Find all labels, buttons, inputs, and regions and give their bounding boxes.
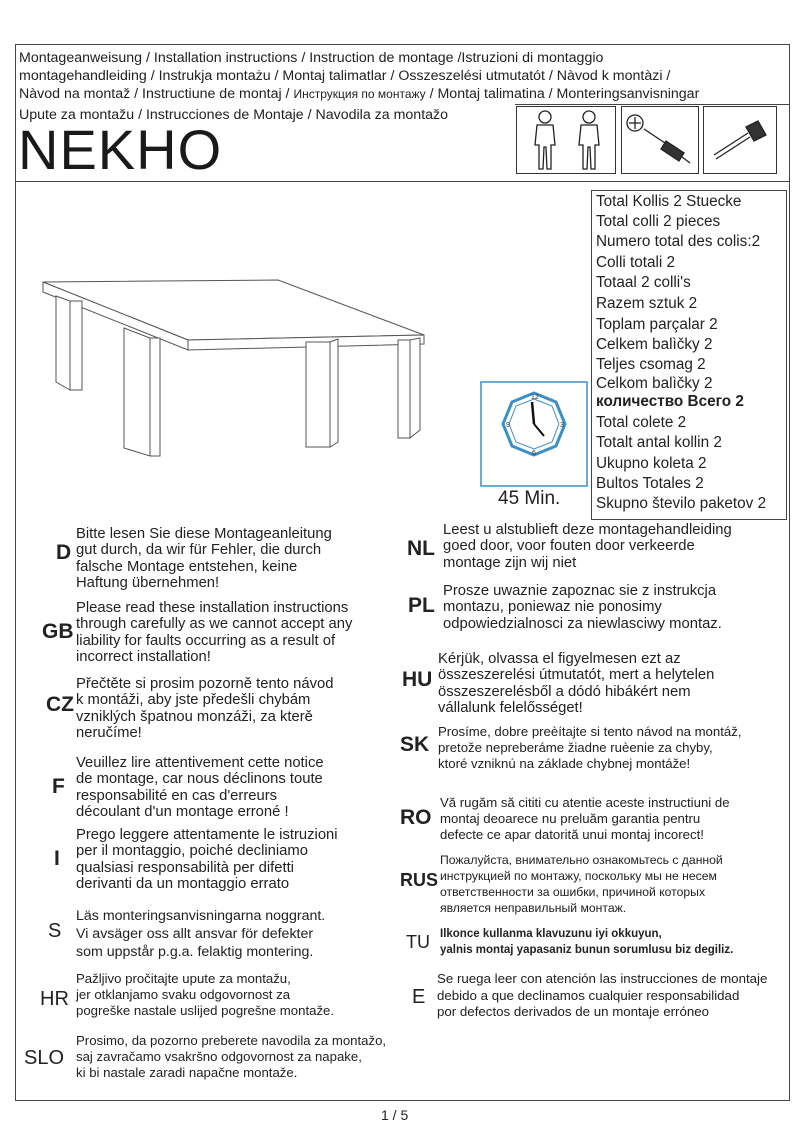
warning-line: Haftung übernehmen! [76,575,220,592]
warning-cz [76,676,333,742]
warning-line: k montáži, aby jste předešli chybám [76,692,311,709]
warning-f [76,755,324,821]
warning-line: yalnis montaj yapasaniz bunun sorumlusu biz degiliz. [440,944,734,956]
warning-line: saj zavračamo vsakršno odgovornost za napake, [76,1049,362,1064]
lang-code-sk: SK [400,733,430,756]
warning-line: ответственности за ошибки, причиной которых [440,885,706,899]
colli-line: Skupno število paketov 2 [596,495,767,512]
warning-line: through carefully as we cannot accept any [76,616,353,633]
colli-line: Razem sztuk 2 [596,295,698,312]
warning-line: Prosze uwaznie zapoznac sie z instrukcja [443,583,717,599]
lang-code-nl: NL [407,537,435,560]
warning-line: de montage, car nous déclinons toute [76,771,323,788]
lang-code-hr: HR [40,988,69,1010]
icon-row-top-line [515,104,790,105]
dial-3: 3 [560,422,564,429]
header-line-4: Upute za montažu / Instrucciones de Montaje / Navodila za montažo [19,107,449,123]
warning-line: összeszerelésből a dódó hibákért nem [438,683,691,700]
header-line-3 [19,85,699,104]
warning-line: jer otklanjamo svaku odgovornost za [76,987,291,1002]
warning-line: por defectos derivados de un montaje erróneo [437,1004,710,1019]
colli-line: Teljes csomag 2 [596,356,706,373]
two-persons-icon [516,106,616,174]
dial-12: 12 [531,394,539,401]
colli-line: Ukupno koleta 2 [596,455,707,472]
lang-code-slo: SLO [24,1047,65,1069]
warning-nl [443,522,732,571]
colli-line: Total colete 2 [596,414,687,431]
lang-code-d: D [56,541,72,564]
warning-line: Vă rugăm să cititi cu atentie aceste instructiuni de [440,795,730,810]
lang-code-ro: RO [400,806,432,829]
warning-line: összeszerelési útmutatót, mert a helytelen [438,667,715,684]
colli-line: Totaal 2 colli's [596,274,691,291]
warning-line: per il montaggio, poiché decliniamo [76,843,308,860]
warning-line: montaj deoarece nu preluăm garantia pentru [440,811,701,826]
warning-line: Bitte lesen Sie diese Montageanleitung [76,526,332,542]
package-count-box [591,190,787,520]
header-line-2: montagehandleiding / Instrukja montażu / Montaj talimatlar / Osszeszelési utmutatót / Nàvod k montàzi / [19,68,671,84]
clock-icon [480,381,588,487]
lang-code-rus: RUS [400,870,439,890]
dial-9: 9 [506,422,510,429]
assembly-time-label: 45 Min. [498,488,561,509]
warning-line: liability for faults occurring as a result of [76,632,336,649]
product-name: NEKHO [18,118,223,181]
colli-line: Total colli 2 pieces [596,213,721,230]
warning-line: pogreške nastale uslijed pogrešne montaže. [76,1003,335,1018]
lang-code-pl: PL [408,594,435,617]
page-number: 1 / 5 [381,1107,409,1123]
lang-code-gb: GB [42,620,74,643]
warning-line: является неправильный монтаж. [440,901,627,915]
colli-line: Toplam parçalar 2 [596,316,718,333]
lang-code-i: I [54,847,60,870]
warning-line: Prosimo, da pozorno preberete navodila za montažo, [76,1033,387,1048]
colli-line: количество Всего 2 [596,393,744,410]
lang-code-cz: CZ [46,693,74,716]
warning-line: Пожалуйста, внимательно ознакомьтесь с данной [440,853,723,867]
warning-line: pretože nepreberáme žiadne ruèenie za chyby, [438,740,713,755]
colli-line: Total Kollis 2 Stuecke [596,193,742,210]
warning-line: Prego leggere attentamente le istruzioni [76,827,338,843]
warning-line: derivanti da un montaggio errato [76,876,290,893]
warning-line: инструкцией по монтажу, поскольку мы не несем [440,869,717,883]
warning-line: Vi avsäger oss allt ansvar för defekter [76,926,314,942]
warning-line: Please read these installation instructions [76,600,349,616]
colli-line: Celkom balìčky 2 [596,375,713,392]
lang-code-f: F [52,775,65,798]
warning-line: qualsiasi responsabilità per difetti [76,859,294,876]
warning-line: Veuillez lire attentivement cette notice [76,755,324,771]
warning-line: Přečtěte si prosim pozorně tento návod [76,676,334,692]
lang-code-hu: HU [402,668,433,691]
warning-line: responsabilité en cas d'erreurs [76,787,278,804]
lang-code-tu: TU [406,932,430,952]
warning-rus [440,852,723,916]
warning-line: Prosíme, dobre preèítajte si tento návod na montáž, [438,724,742,739]
colli-line: Numero total des colis:2 [596,233,761,250]
colli-line: Colli totali 2 [596,254,676,271]
warning-line: ki bi nastale zaradi napačne montaže. [76,1065,298,1080]
warning-line: som uppstår p.g.a. felaktig montering. [76,944,314,960]
warning-line: incorrect installation! [76,649,211,666]
header-line-1: Montageanweisung / Installation instructions / Instruction de montage /Istruzioni di montaggio [19,50,604,66]
warning-line: Se ruega leer con atención las instrucciones de montaje [437,971,768,986]
warning-gb [76,600,352,666]
warning-i [76,827,338,893]
warning-line: gut durch, da wir für Fehler, die durch [76,542,322,559]
warning-hu [438,651,714,717]
warning-s [76,907,325,961]
warning-line: montazu, poniewaz nie ponosimy [443,599,662,616]
warning-line: vállalunk felelősséget! [438,700,583,717]
lang-code-e: E [412,986,426,1008]
header-divider [15,181,790,182]
table-illustration [38,270,438,460]
warning-line: debido a que declinamos cualquier responsabilidad [437,987,740,1003]
colli-line: Celkem balìčky 2 [596,336,713,353]
warning-line: Pažljivo pročitajte upute za montažu, [76,971,291,986]
colli-line: Totalt antal kollin 2 [596,434,722,451]
colli-line: Bultos Totales 2 [596,475,704,492]
header-line-3-start: Nàvod na montaž / Instructiune de montaj / [19,86,294,102]
warning-line: vzniklých špatnou monzáži, za kterě [76,708,313,725]
warning-line: Ilkonce kullanma klavuzunu iyi okkuyun, [440,928,662,940]
warning-line: falsche Montage entstehen, keine [76,558,298,575]
warning-line: ktoré vzniknú na základe chybnej montáže! [438,756,691,771]
warning-d [76,526,332,592]
warning-sk [438,724,742,772]
warning-line: Läs monteringsanvisningarna noggrant. [76,908,326,924]
warning-slo [76,1033,386,1081]
screwdriver-icon [621,106,699,174]
warning-line: Kérjük, olvassa el figyelmesen ezt az [438,651,681,667]
warning-tu [440,926,733,958]
warning-e [437,971,767,1021]
warning-line: Leest u alstublieft deze montagehandleiding [443,522,732,538]
warning-line: montage zijn wij niet [443,554,577,571]
lang-code-s: S [48,920,62,942]
warning-ro [440,795,730,843]
warning-line: odpowiedzialnosci za niewlasciwy montaz. [443,615,722,632]
warning-line: neručíme! [76,725,142,742]
header-line-3-cyrillic: Инструкция по монтажу [293,87,426,101]
dial-6: 6 [532,450,536,457]
hammer-icon [703,106,777,174]
warning-line: defecte ce apar datorită unui montaj incorect! [440,827,704,842]
header-line-3-end: / Montaj talimatina / Monteringsanvisningar [425,86,700,102]
warning-pl [443,583,722,632]
warning-line: goed door, voor fouten door verkeerde [443,538,695,555]
warning-line: découlant d'un montage erroné ! [76,804,289,821]
warning-hr [76,971,334,1019]
